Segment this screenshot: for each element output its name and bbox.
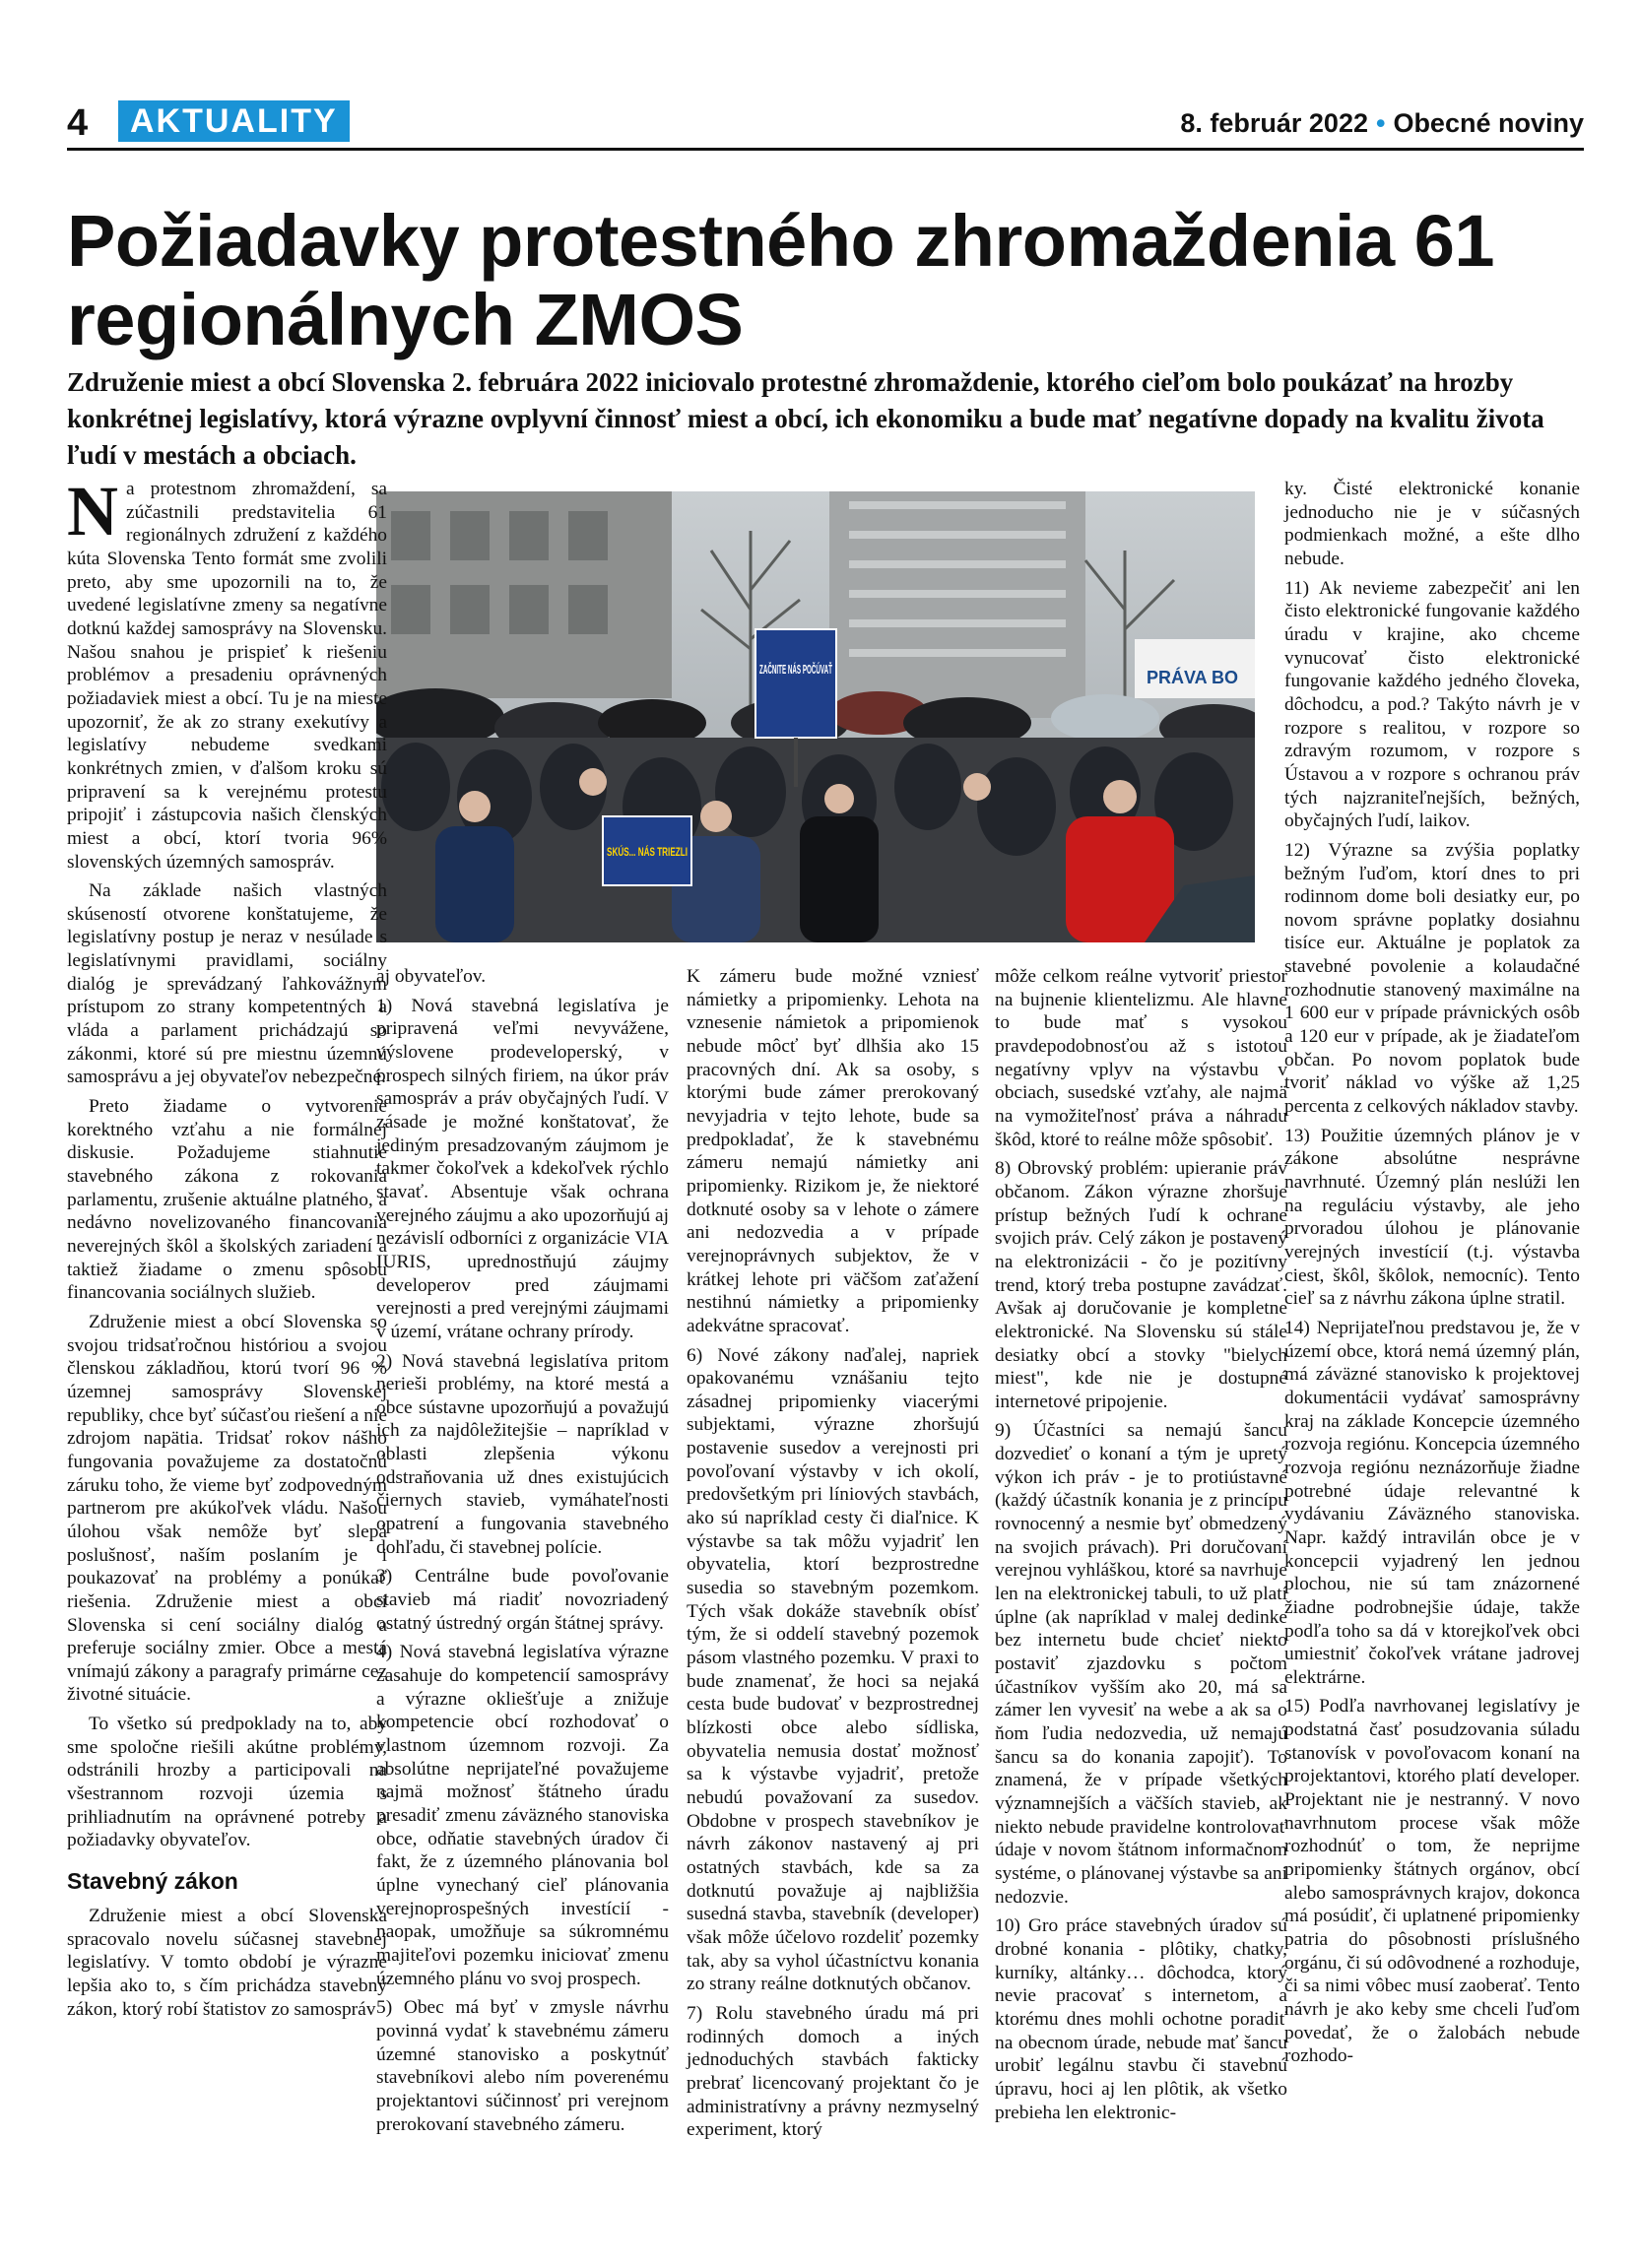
paragraph: To všetko sú predpoklady na to, aby sme spoločne riešili akútne problémy, odstránili hrozby a participovali na všestrannom rozvoji územia s prihliadnutím na oprávnené potreby a požiadavky obyvateľov.: [67, 1714, 387, 1851]
subheading: Stavebný zákon: [67, 1868, 238, 1895]
paragraph: K zámeru bude možné vzniesť námietky a pripomienky. Lehota na vznesenie námietok a pripomienok nebude môcť byť dlhšia ako 15 pracovných dní. Ak sa osoby, s ktorými bude zámer prerokovaný nevyjadria v tejto lehote, bude sa predpokladať, že k stavebnému zámeru nemajú námietky ani pripomienky. Rizikom je, že niektoré dotknuté osoby sa v lehote o zámere ani nedozvedia a v prípade verejnoprávnych subjektov, že v krátkej lehote pri väčšom zaťažení nestihnú námietky a pripomienky adekvátne spracovať.: [687, 966, 979, 1336]
list-item: 1) Nová stavebná legislatíva je pripravená veľmi nevyvážene, výslovene prodeveloperský, v prospech silných firiem, na úkor práv samospráv a práv obyčajných ľudí. V zásade je možné konštatovať, že jediným presadzovaným záujmom je takmer čokoľvek a kdekoľvek rýchlo stavať. Absentuje však ochrana verejného záujmu a ako upozorňujú aj nezávislí odborníci z organizácie VIA IURIS, uprednostňujú záujmy developerov pred záujmami verejnosti a pred verejnými záujmami v území, vrátane ochrany prírody.: [376, 995, 669, 1342]
drop-cap: N: [67, 472, 118, 551]
paragraph: Združenie miest a obcí Slovenska spracovalo novelu súčasnej stavebnej legislatívy. V tomto období je výrazne lepšia ako to, s čím prichádza stavebný zákon, ktorý robí štatistov zo samospráv: [67, 1906, 387, 2020]
paragraph: Na základe našich vlastných skúseností otvorene konštatujeme, že legislatívny postup je neraz v nesúlade s legislatívnymi pravidlami, sociálny dialóg je sprevádzaný ľahkovážnym prístupom zo strany kompetentných a vláda a parlament prichádzajú so zákonmi, ktoré sú pre miestnu územnú samosprávu a jej obyvateľov nebezpečné.: [67, 880, 387, 1088]
sign-text-1: ZAČNITE NÁS POČÚVAŤ: [759, 662, 833, 677]
article-column-3: [687, 965, 979, 2148]
header-rule: [67, 148, 1584, 151]
article-column-2: [376, 965, 669, 2142]
article-column-5: [1284, 478, 1580, 2074]
dateline: [1180, 108, 1584, 139]
publication-name: Obecné noviny: [1393, 108, 1584, 138]
separator-bullet: •: [1375, 108, 1386, 138]
list-item: 10) Gro práce stavebných úradov sú drobné konania - plôtiky, chatky, kurníky, altánky… dôchodca, ktorý nevie pracovať s internetom, a ktorému dnes mohli ochotne poradiť na obecnom úrade, nebude mať šancu urobiť legálnu stavbu či stavebnú úpravu, hoci aj len plôtik, ak všetko prebieha len elektronic-: [995, 1915, 1287, 2123]
page-number: 4: [67, 102, 89, 144]
list-item: 5) Obec má byť v zmysle návrhu povinná vydať k stavebnému zámeru územné stanovisko a poskytnúť stavebníkovi alebo ním poverenému projektantovi súčinnosť pri verejnom prerokovaní stavebného zámeru.: [376, 1997, 669, 2135]
article-column-1: [67, 472, 387, 2027]
list-item: 2) Nová stavebná legislatíva pritom nerieši problémy, na ktoré mestá a obce sústavne upozorňujú a považujú ich za najdôležitejšie – napríklad v oblasti zlepšenia výkonu odstraňovania už dnes existujúcich čiernych stavieb, vymáhateľnosti opatrení a fungovania stavebného dohľadu, či stavebnej polície.: [376, 1350, 669, 1558]
section-label: AKTUALITY: [118, 100, 350, 142]
list-item: 15) Podľa navrhovanej legislatívy je podstatná časť posudzovania súladu stanovísk v povoľovacom konaní na projektantovi, ktorého platí developer. Projektant nie je nestranný. V novo navrhnutom procese však môže rozhodnúť o tom, že neprijme pripomienky štátnych orgánov, obcí alebo samosprávnych krajov, dokonca má posúdiť, či uplatnené pripomienky patria do pôsobnosti príslušného orgánu, či sú odôvodnené a rozhoduje, či sa nimi vôbec musí zaoberať. Tento návrh je ako keby sme chceli ľuďom povedať, že o žalobách nebude rozhodo-: [1284, 1696, 1580, 2067]
list-item: 11) Ak nevieme zabezpečiť ani len čisto elektronické fungovanie každého úradu v krajine, ako chceme vynucovať čisto elektronické fungovanie každého jedného človeka, dôchodcu, a pod.? Takýto návrh je v rozpore s realitou, v rozpore so zdravým rozumom, v rozpore s Ústavou a v rozpore s ochranou práv tých najzraniteľnejších, bežných, obyčajných ľudí, laikov.: [1284, 577, 1580, 832]
protest-photo: [376, 491, 1255, 942]
issue-date: 8. február 2022: [1180, 108, 1368, 138]
list-item: 9) Účastníci sa nemajú šancu dozvedieť o konaní a tým je upretý výkon ich práv - je to protiústavné (každý účastník konania je z princípu rovnocenný a nesmie byť obmedzený na svojich právach). Pri doručovaní verejnou vyhláškou, ktoré sa navrhuje len na elektronickej tabuli, to už platí úplne (ak napríklad v malej dedinke bez internetu bude chcieť niekto postaviť zjazdovku s počtom účastníkov vyšším ako 20, má sa zámer len vyvesiť na webe a ak sa o ňom ľudia nedozvedia, už nemajú šancu sa do konania zapojiť). To znamená, že v prípade všetkých významnejších a väčších stavieb, ak niekto nebude pravidelne kontrolovať údaje v novom štátnom informačnom systéme, o plánovanej výstavbe sa ani nedozvie.: [995, 1420, 1287, 1908]
list-item: 6) Nové zákony naďalej, napriek opakovanému vznášaniu tejto zásadnej pripomienky viacerými subjektami, výrazne zhoršujú postavenie susedov a verejnosti pri povoľovaní výstavby v ich okolí, predovšetkým pri líniových stavbách, ako sú napríklad cesty či diaľnice. K výstavbe sa tak môžu vyjadriť len obyvatelia, ktorí bezprostredne susedia so stavebným pozemkom. Tých však dokáže stavebník obísť tým, že si oddelí stavebný pozemok pásom vlastného pozemku. V praxi to bude znamenať, že hoci sa nejaká cesta bude budovať v bezprostrednej blízkosti obce alebo sídliska, obyvatelia nemusia dostať možnosť sa k výstavbe vyjadriť, pretože nebudú považovaní za susedov. Obdobne v prospech stavebníkov je návrh zákonov nastavený aj pri ostatných stavbách, kde sa za dotknutú považuje aj najbližšia susedná stavba, stavebník (developer) však môže účelovo rozdeliť pozemky tak, aby sa vyhol účastníctvu konania zo strany reálne dotknutých občanov.: [687, 1344, 979, 1995]
sign-text-2: SKÚS... NÁS TRIEZLI: [607, 845, 726, 859]
list-item: 13) Použitie územných plánov je v zákone absolútne nesprávne navrhnuté. Územný plán neslúži len na reguláciu výstavby, ale jeho prvoradou úlohou je plánovanie verejných investícií (t.j. výstavba ciest, škôl, škôlok, nemocníc). Tento cieľ sa z návrhu zákona úplne stratil.: [1284, 1125, 1580, 1310]
article-lead: Združenie miest a obcí Slovenska 2. februára 2022 iniciovalo protestné zhromaždenie, ktorého cieľom bolo poukázať na hrozby konkrétnej legislatívy, ktorá výrazne ovplyvní činnosť miest a obcí, ich ekonomiku a bude mať negatívne dopady na kvalitu života ľudí v mestách a obciach.: [67, 367, 1544, 470]
list-item: 14) Neprijateľnou predstavou je, že v území obce, ktorá nemá územný plán, má záväzné stanovisko k projektovej dokumentácii vydávať samosprávny kraj na základe Koncepcie územného rozvoja regiónu. Koncepcia územného rozvoja regiónu neznázorňuje žiadne potrebné údaje relevantné k vydávaniu Záväzného stanoviska. Napr. každý intravilán obce je v koncepcii vyjadrený len jednou plochou, nie sú tam znázornené žiadne podrobnejšie údaje, takže podľa toho sa dá v ktorejkoľvek obci umiestniť čokoľvek vrátane jadrovej elektrárne.: [1284, 1317, 1580, 1688]
list-item: 7) Rolu stavebného úradu má pri rodinných domoch a iných jednoduchých stavbách fakticky prebrať licencovaný projektant čo je administratívny a právny nezmyselný experiment, ktorý: [687, 2002, 979, 2141]
paragraph: môže celkom reálne vytvoriť priestor na bujnenie klientelizmu. Ale hlavne to bude mať s vysokou pravdepodobnosťou až s istotou negatívny vplyv na výstavbu v obciach, susedské vzťahy, ale najmä na vymožiteľnosť práva a náhradu škôd, ktoré to reálne môže spôsobiť.: [995, 966, 1287, 1150]
list-item: 3) Centrálne bude povoľovanie stavieb má riadiť novozriadený ostatný ústredný orgán štátnej správy.: [376, 1566, 669, 1634]
page-header: [67, 98, 1584, 148]
list-item: 12) Výrazne sa zvýšia poplatky bežným ľuďom, ktorí dnes to pri rodinnom dome boli desiatky eur, po novom správne poplatky dosiahnu tisíce eur. Aktuálne je poplatok za stavebné povolenie a kolaudačné rozhodnutie stanovený maximálne na 1 600 eur v prípade právnických osôb a 120 eur v prípade, ak je žiadateľom občan. Po novom poplatok bude tvoriť náklad vo výške až 1,25 percenta z celkových nákladov stavby.: [1284, 839, 1580, 1118]
article-headline: Požiadavky protestného zhromaždenia 61 regionálnych ZMOS: [67, 200, 1495, 360]
list-item: 8) Obrovský problém: upieranie práv občanom. Zákon výrazne zhoršuje prístup bežných ľudí k ochrane svojich práv. Celý zákon je postavený na elektronizácii - čo je pozitívny trend, ktorý treba postupne zavádzať. Avšak aj doručovanie je kompletne elektronické. Na Slovensku sú stále desiatky obcí a stovky "bielych miest", kde nie je dostupné internetové pripojenie.: [995, 1158, 1287, 1412]
photo-illustration: [376, 491, 1255, 942]
paragraph: aj obyvateľov.: [376, 966, 487, 987]
paragraph: [67, 472, 387, 874]
list-item: 4) Nová stavebná legislatíva výrazne zasahuje do kompetencií samosprávy a výrazne okliešťuje a znižuje kompetencie obcí rozhodovať o vlastnom územnom rozvoji. Za absolútne neprijateľné považujeme najmä možnosť štátneho úradu presadiť zmenu záväzného stanoviska obce, odňatie stavebných úradov či fakt, že z územného plánovania bol úplne vynechaný cieľ plánovania verejnoprospešných investícií - naopak, umožňuje sa súkromnému majiteľovi pozemku iniciovať zmenu územného plánu vo svoj prospech.: [376, 1642, 669, 1989]
paragraph: ky. Čisté elektronické konanie jednoducho nie je v súčasných podmienkach možné, a ešte dlho nebude.: [1284, 479, 1580, 569]
banner-text: PRÁVA BO: [1147, 668, 1239, 687]
paragraph: Združenie miest a obcí Slovenska so svojou tridsaťročnou históriou a svojou členskou základňou, ktorú tvorí 96 % územnej samosprávy Slovenskej republiky, chce byť súčasťou riešení a nie zdrojom napätia. Tridsať rokov nášho fungovania považujeme za dostatočnú záruku toho, že vieme byť zodpovedným partnerom pre akúkoľvek vládu. Našou úlohou však nemôže byť slepá poslušnosť, naším poslaním je i poukazovať na problémy a ponúkať riešenia. Združenie miest a obcí Slovenska si cení sociálny dialóg a preferuje sociálny zmier. Obce a mestá vnímajú zákony a paragrafy primárne cez životné situácie.: [67, 1311, 387, 1706]
paragraph-text: a protestnom zhromaždení, sa zúčastnili predstavitelia 61 regionálnych združení z každého kúta Slovenska Tento formát sme zvolili preto, aby sme upozornili na to, že uvedené legislatívne zmeny sa negatívne dotknú každej samosprávy na Slovensku. Našou snahou je prispieť k riešeniu problémov a presadeniu oprávnených požiadaviek miest a obcí. Tu je na mieste upozorniť, že ak zo strany exekutívy a legislatívy nebudeme svedkami konkrétnych zmien, v ďalšom kroku sú pripravení sa k verejnému protestu pripojiť i zástupcovia našich členských miest a obcí, ktorí tvoria 96% slovenských územných samospráv.: [67, 479, 387, 873]
paragraph: Preto žiadame o vytvorenie korektného vzťahu a nie formálnej diskusie. Požadujeme stiahnutie stavebného zákona z rokovania parlamentu, zrušenie aktuálne platného, a nedávno novelizovaného financovania neverejných škôl a školských zariadení a taktiež žiadame o zmenu spôsobu financovania sociálnych služieb.: [67, 1096, 387, 1304]
article-column-4: [995, 965, 1287, 2130]
